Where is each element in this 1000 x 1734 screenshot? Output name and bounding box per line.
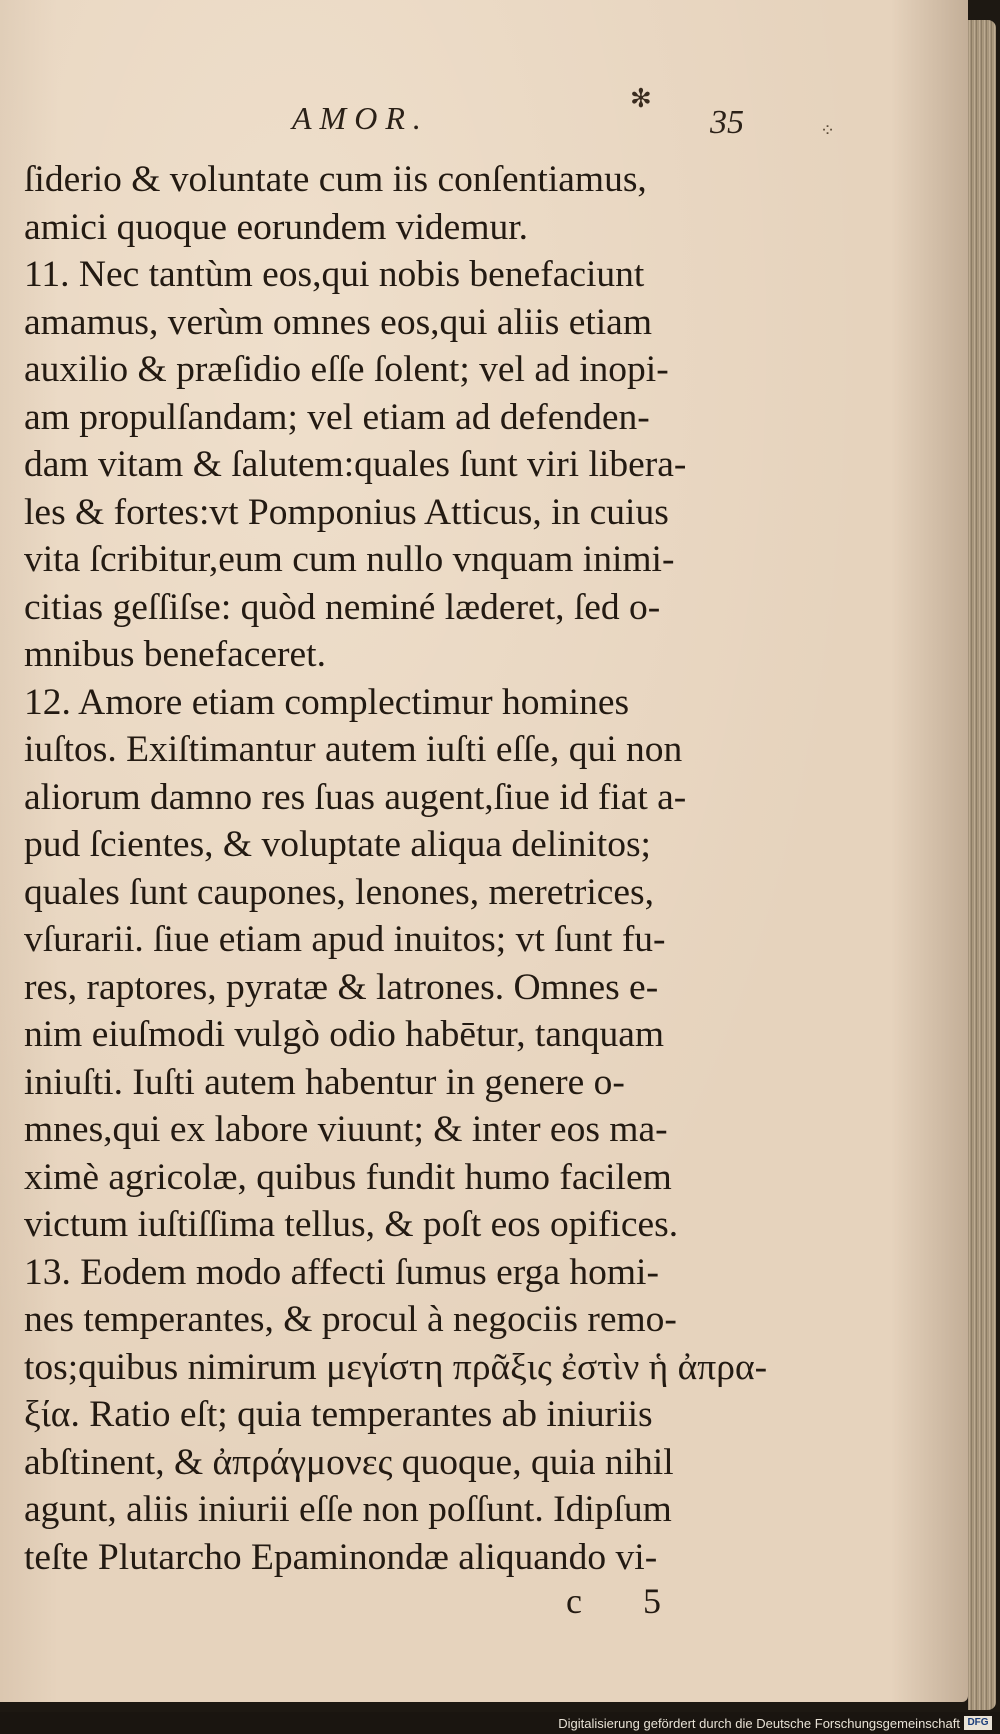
- text-line: dam vitam & ſalutem:quales ſunt viri libera-: [24, 444, 687, 485]
- text-line: abſtinent, & ἀπράγμονες quoque, quia nihil: [24, 1441, 674, 1483]
- text-line: vita ſcribitur,eum cum nullo vnquam inimi-: [24, 539, 675, 580]
- ink-mark-icon: ⁘: [820, 120, 836, 141]
- page-number: 35: [710, 104, 744, 141]
- text-line: victum iuſtiſſima tellus, & poſt eos opifices.: [24, 1204, 679, 1245]
- digitization-credit: Digitalisierung gefördert durch die Deutsche Forschungsgemeinschaft: [558, 1716, 960, 1731]
- signature-mark: c 5: [566, 1581, 687, 1621]
- text-line: 13. Eodem modo affecti ſumus erga homi-: [24, 1251, 659, 1293]
- text-line: teſte Plutarcho Epaminondæ aliquando vi-: [24, 1536, 658, 1578]
- text-line: auxilio & præſidio eſſe ſolent; vel ad inopi-: [24, 349, 669, 390]
- page-edge: [968, 20, 996, 1710]
- asterisk-ornament-icon: ✻: [630, 84, 652, 114]
- text-line: am propulſandam; vel etiam ad defenden-: [24, 396, 650, 438]
- text-line: les & fortes:vt Pomponius Atticus, in cuius: [24, 491, 669, 533]
- text-line: agunt, aliis iniurii eſſe non poſſunt. Idipſum: [24, 1489, 672, 1530]
- running-title: AMOR.: [292, 100, 429, 136]
- body-text: [24, 156, 784, 1581]
- text-line: iuſtos. Exiſtimantur autem iuſti eſſe, qui non: [24, 729, 683, 770]
- text-line: pud ſcientes, & voluptate aliqua delinitos;: [24, 824, 651, 865]
- text-line: ξία. Ratio eſt; quia temperantes ab iniuriis: [24, 1394, 653, 1435]
- text-line: quales ſunt caupones, lenones, meretrices,: [24, 871, 654, 913]
- text-line: res, raptores, pyratæ & latrones. Omnes e-: [24, 966, 659, 1008]
- text-line: citias geſſiſse: quòd neminé læderet, ſed o-: [24, 586, 661, 628]
- text-line: 11. Nec tantùm eos,qui nobis benefaciunt: [24, 254, 645, 295]
- text-line: amici quoque eorundem videmur.: [24, 206, 529, 248]
- text-line: amamus, verùm omnes eos,qui aliis etiam: [24, 301, 652, 343]
- text-line: vſurarii. ſiue etiam apud inuitos; vt ſunt fu-: [24, 919, 666, 960]
- text-line: mnibus benefaceret.: [24, 634, 326, 675]
- text-line: nim eiuſmodi vulgò odio habētur, tanquam: [24, 1014, 665, 1055]
- text-line: ſiderio & voluntate cum iis conſentiamus,: [24, 159, 647, 200]
- text-line: aliorum damno res ſuas augent,ſiue id fiat a-: [24, 776, 687, 818]
- text-line: ximè agricolæ, quibus fundit humo facilem: [24, 1156, 672, 1198]
- text-line: iniuſti. Iuſti autem habentur in genere o-: [24, 1061, 625, 1103]
- text-line: 12. Amore etiam complectimur homines: [24, 681, 630, 723]
- text-line: mnes,qui ex labore viuunt; & inter eos ma-: [24, 1109, 668, 1150]
- page-header: [0, 100, 968, 150]
- dfg-logo-icon: DFG: [964, 1716, 992, 1730]
- text-line: nes temperantes, & procul à negociis remo-: [24, 1299, 677, 1340]
- text-line: tos;quibus nimirum μεγίστη πρᾶξις ἐστὶν ἡ ἀπρα-: [24, 1346, 768, 1388]
